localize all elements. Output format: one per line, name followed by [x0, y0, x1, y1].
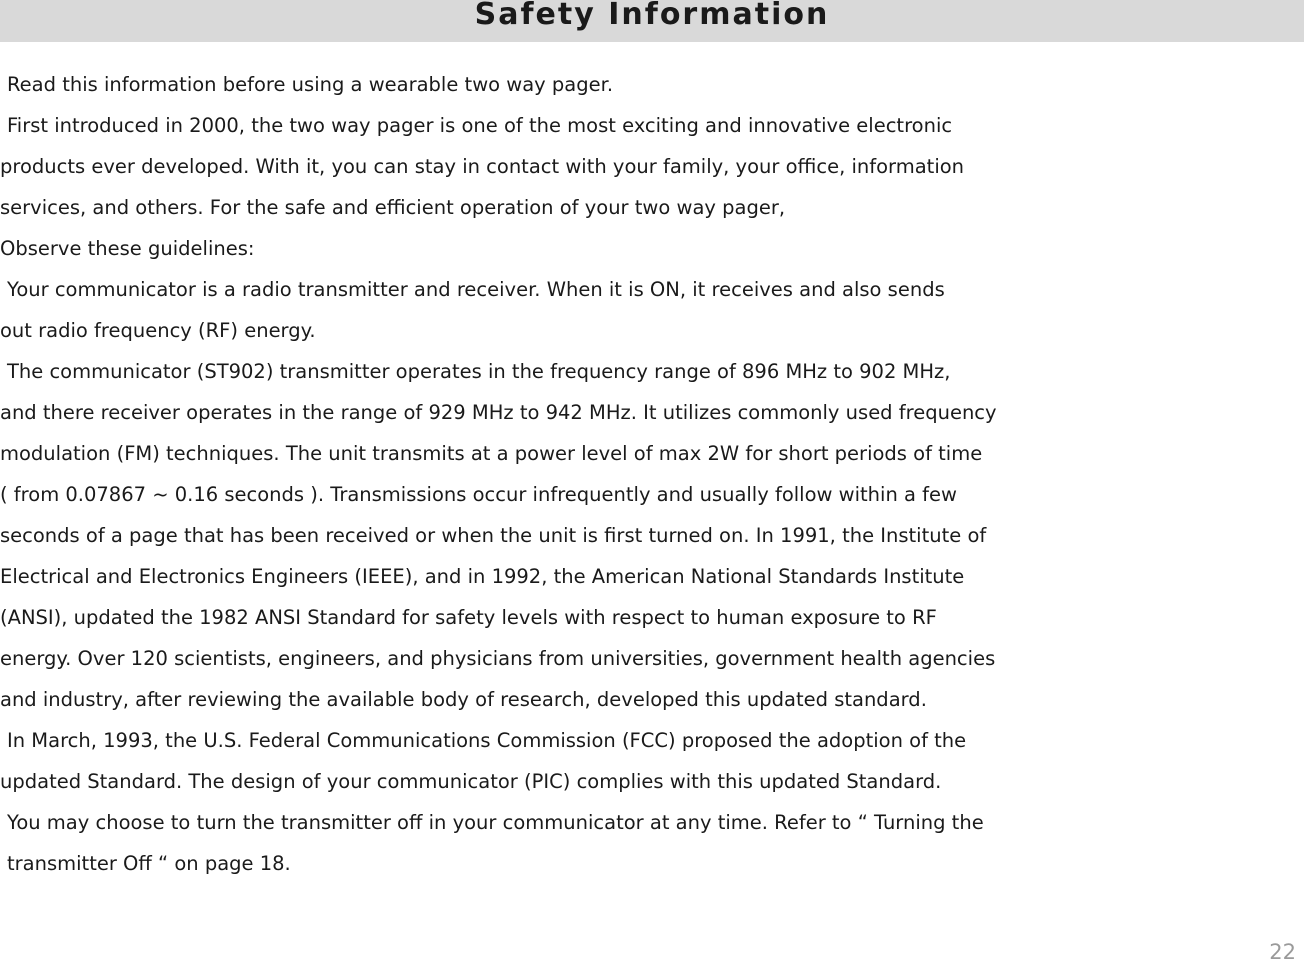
- paragraph-line: out radio frequency (RF) energy.: [0, 319, 316, 342]
- body-text: [0, 64, 1230, 884]
- paragraph-line: (ANSI), updated the 1982 ANSI Standard for safety levels with respect to human exposure to RF: [0, 606, 937, 629]
- page-number: 22: [1269, 940, 1296, 964]
- page-title: Safety Information: [474, 0, 830, 32]
- paragraph-line: and industry, after reviewing the available body of research, developed this updated standard.: [0, 688, 927, 711]
- paragraph-line: Electrical and Electronics Engineers (IEEE), and in 1992, the American National Standards Institute: [0, 565, 965, 588]
- paragraph-line: Read this information before using a wearable two way pager.: [7, 73, 614, 96]
- paragraph-line: modulation (FM) techniques. The unit transmits at a power level of max 2W for short periods of time: [0, 442, 983, 465]
- paragraph-line: energy. Over 120 scientists, engineers, and physicians from universities, government health agencies: [0, 647, 996, 670]
- header-bar: [0, 0, 1304, 42]
- paragraph-line: products ever developed. With it, you can stay in contact with your family, your office, information: [0, 155, 965, 178]
- paragraph-line: You may choose to turn the transmitter off in your communicator at any time. Refer to “ Turning the: [7, 811, 984, 834]
- paragraph-line: updated Standard. The design of your communicator (PIC) complies with this updated Standard.: [0, 770, 942, 793]
- paragraph-line: services, and others. For the safe and efficient operation of your two way pager,: [0, 196, 786, 219]
- paragraph-line: In March, 1993, the U.S. Federal Communications Commission (FCC) proposed the adoption of the: [7, 729, 967, 752]
- paragraph-line: First introduced in 2000, the two way pager is one of the most exciting and innovative electronic: [7, 114, 953, 137]
- paragraph-line: and there receiver operates in the range of 929 MHz to 942 MHz. It utilizes commonly used frequency: [0, 401, 997, 424]
- paragraph-line: Your communicator is a radio transmitter and receiver. When it is ON, it receives and also sends: [7, 278, 945, 301]
- paragraph-line: Observe these guidelines:: [0, 237, 255, 260]
- paragraph-line: seconds of a page that has been received or when the unit is first turned on. In 1991, the Institute of: [0, 524, 987, 547]
- paragraph-line: ( from 0.07867 ~ 0.16 seconds ). Transmissions occur infrequently and usually follow within a few: [0, 483, 957, 506]
- paragraph-line: transmitter Off “ on page 18.: [7, 852, 291, 875]
- paragraph-line: The communicator (ST902) transmitter operates in the frequency range of 896 MHz to 902 MHz,: [7, 360, 951, 383]
